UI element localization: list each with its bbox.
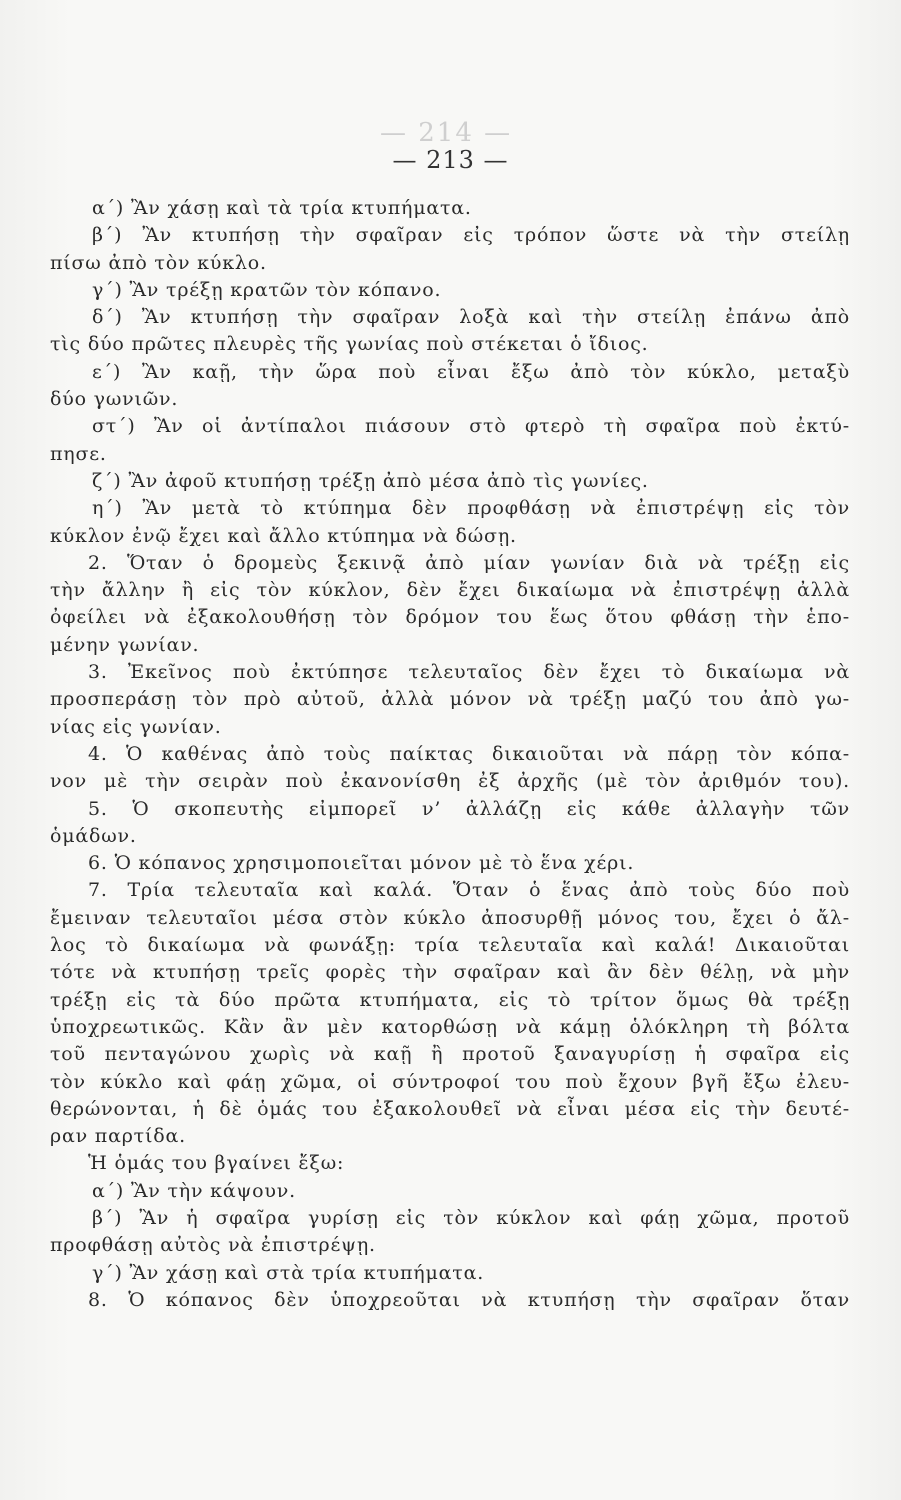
text-line: θερώνονται, ἡ δὲ ὁμάς του ἐξακολουθεῖ νὰ εἶναι μέσα εἰς τὴν δευτέ- — [50, 1097, 850, 1120]
text-line: τρέξῃ εἰς τὰ δύο πρῶτα κτυπήματα, εἰς τὸ τρίτον ὅμως θὰ τρέξῃ — [50, 988, 850, 1011]
text-line: ἔμειναν τελευταῖοι μέσα στὸν κύκλο ἀποσυρθῇ μόνος του, ἔχει ὁ ἄλ- — [50, 906, 850, 929]
text-line: νίας εἰς γωνίαν. — [50, 715, 222, 738]
text-line: 6. Ὁ κόπανος χρησιμοποιεῖται μόνον μὲ τὸ ἕνα χέρι. — [88, 852, 635, 875]
text-line: πίσω ἀπὸ τὸν κύκλο. — [50, 251, 267, 274]
text-line: 2. Ὅταν ὁ δρομεὺς ξεκινᾷ ἀπὸ μίαν γωνίαν διὰ νὰ τρέξῃ εἰς — [88, 551, 850, 574]
text-line: ὀφείλει νὰ ἐξακολουθήσῃ τὸν δρόμον του ἕως ὅτου φθάσῃ τὴν ἑπο- — [50, 606, 850, 629]
text-line: προσπεράσῃ τὸν πρὸ αὐτοῦ, ἀλλὰ μόνον νὰ τρέξῃ μαζύ του ἀπὸ γω- — [50, 688, 850, 711]
text-line: μένην γωνίαν. — [50, 633, 200, 656]
text-line: 5. Ὁ σκοπευτὴς εἰμπορεῖ ν’ ἀλλάζῃ εἰς κάθε ἀλλαγὴν τῶν — [88, 797, 850, 820]
text-line: τοῦ πενταγώνου χωρὶς νὰ καῇ ἢ προτοῦ ξαναγυρίσῃ ἡ σφαῖρα εἰς — [50, 1043, 850, 1066]
text-line: 3. Ἐκεῖνος ποὺ ἐκτύπησε τελευταῖος δὲν ἔχει τὸ δικαίωμα νὰ — [88, 661, 850, 684]
text-line: δ΄) Ἂν κτυπήσῃ τὴν σφαῖραν λοξὰ καὶ τὴν στείλῃ ἐπάνω ἀπὸ — [92, 306, 850, 329]
text-line: β΄) Ἂν κτυπήσῃ τὴν σφαῖραν εἰς τρόπον ὥστε νὰ τὴν στείλῃ — [92, 224, 850, 247]
text-line: ραν παρτίδα. — [50, 1125, 186, 1148]
text-line: 4. Ὁ καθένας ἀπὸ τοὺς παίκτας δικαιοῦται νὰ πάρῃ τὸν κόπα- — [88, 742, 850, 765]
text-line: ζ΄) Ἂν ἀφοῦ κτυπήσῃ τρέξῃ ἀπὸ μέσα ἀπὸ τὶς γωνίες. — [92, 469, 649, 492]
text-line: ε΄) Ἂν καῇ, τὴν ὥρα ποὺ εἶναι ἔξω ἀπὸ τὸν κύκλο, μεταξὺ — [92, 360, 850, 383]
text-line: β΄) Ἂν ἡ σφαῖρα γυρίσῃ εἰς τὸν κύκλον καὶ φάῃ χῶμα, προτοῦ — [92, 1206, 850, 1229]
text-line: α΄) Ἂν τὴν κάψουν. — [92, 1179, 296, 1202]
text-line: στ΄) Ἂν οἱ ἀντίπαλοι πιάσουν στὸ φτερὸ τὴ σφαῖρα ποὺ ἐκτύ- — [92, 415, 850, 438]
page-number: — 213 — — [392, 146, 509, 174]
text-line: τὶς δύο πρῶτες πλευρὲς τῆς γωνίας ποὺ στέκεται ὁ ἴδιος. — [50, 333, 649, 356]
text-line: νον μὲ τὴν σειρὰν ποὺ ἐκανονίσθη ἐξ ἀρχῆς (μὲ τὸν ἀριθμόν του). — [50, 770, 850, 793]
text-line: δύο γωνιῶν. — [50, 388, 179, 411]
text-line: α΄) Ἂν χάσῃ καὶ τὰ τρία κτυπήματα. — [92, 197, 472, 219]
bleed-through-page-number: — 214 — — [380, 118, 513, 148]
text-line: Ἡ ὁμάς του βγαίνει ἔξω: — [88, 1152, 345, 1175]
text-line: ὑποχρεωτικῶς. Κἂν ἂν μὲν κατορθώσῃ νὰ κάμῃ ὁλόκληρη τὴ βόλτα — [50, 1015, 850, 1038]
text-line: ὁμάδων. — [50, 824, 137, 847]
text-line: η΄) Ἂν μετὰ τὸ κτύπημα δὲν προφθάσῃ νὰ ἐπιστρέψῃ εἰς τὸν — [92, 497, 850, 520]
text-line: τὴν ἄλλην ἢ εἰς τὸν κύκλον, δὲν ἔχει δικαίωμα νὰ ἐπιστρέψῃ ἀλλὰ — [50, 579, 850, 602]
text-line: λος τὸ δικαίωμα νὰ φωνάξῃ: τρία τελευταῖα καὶ καλά! Δικαιοῦται — [50, 934, 850, 957]
text-line: τὸν κύκλο καὶ φάῃ χῶμα, οἱ σύντροφοί του ποὺ ἔχουν βγῆ ἔξω ἐλευ- — [50, 1070, 850, 1093]
text-line: 7. Τρία τελευταῖα καὶ καλά. Ὅταν ὁ ἕνας ἀπὸ τοὺς δύο ποὺ — [88, 879, 850, 902]
body-text — [50, 195, 850, 1314]
text-line: πησε. — [50, 442, 107, 465]
text-line: γ΄) Ἂν τρέξῃ κρατῶν τὸν κόπανο. — [92, 278, 442, 301]
text-line: γ΄) Ἂν χάσῃ καὶ στὰ τρία κτυπήματα. — [92, 1261, 485, 1284]
text-line: προφθάσῃ αὐτὸς νὰ ἐπιστρέψῃ. — [50, 1234, 376, 1257]
text-line: 8. Ὁ κόπανος δὲν ὑποχρεοῦται νὰ κτυπήσῃ τὴν σφαῖραν ὅταν — [88, 1288, 850, 1311]
text-line: κύκλον ἐνῷ ἔχει καὶ ἄλλο κτύπημα νὰ δώσῃ. — [50, 524, 517, 547]
text-line: τότε νὰ κτυπήσῃ τρεῖς φορὲς τὴν σφαῖραν καὶ ἂν δὲν θέλῃ, νὰ μὴν — [50, 961, 850, 984]
